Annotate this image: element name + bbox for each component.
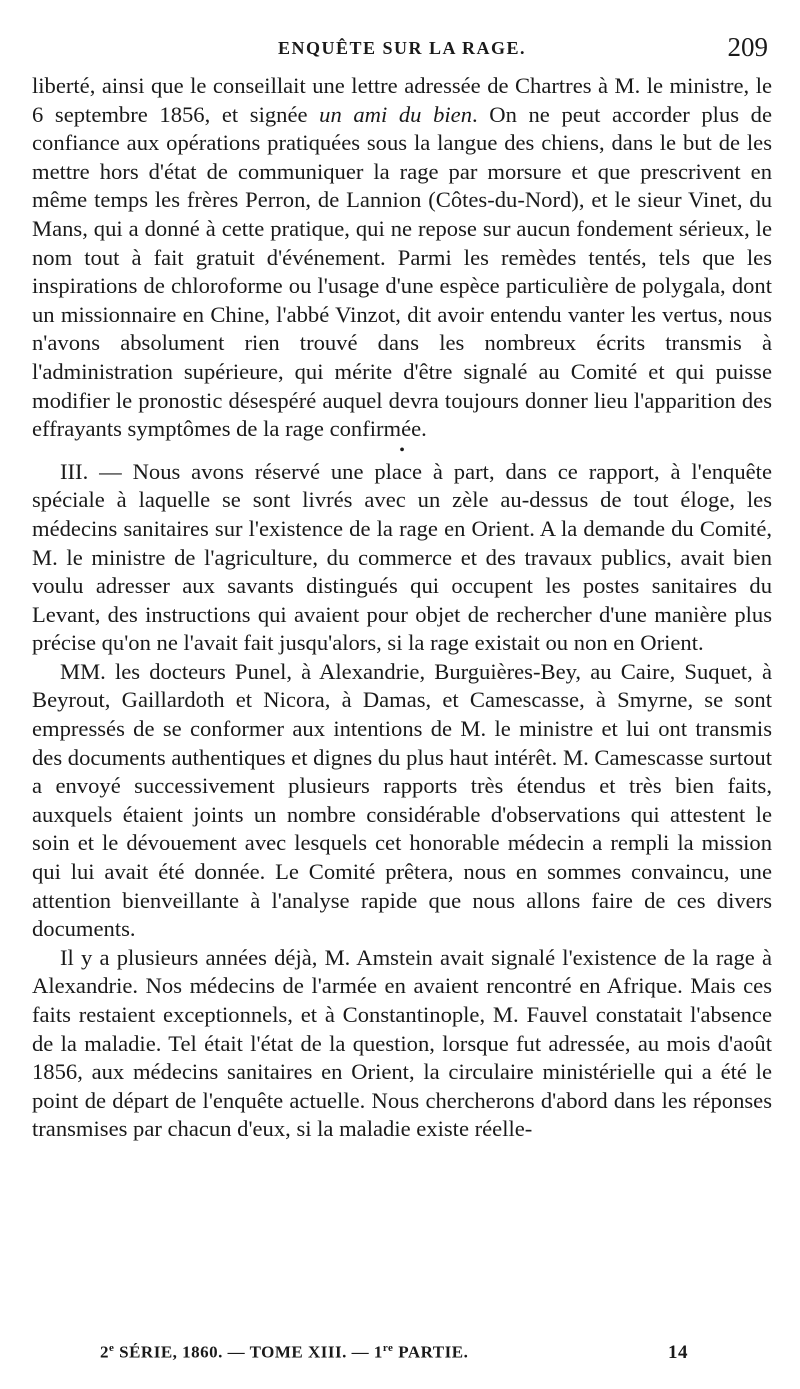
page-number: 209 bbox=[727, 32, 768, 62]
running-title: ENQUÊTE SUR LA RAGE. bbox=[277, 38, 527, 58]
section-divider: • bbox=[399, 441, 405, 459]
paragraph-text: liberté, ainsi que le conseillait une lettre adressée de Chartres à M. le ministre, le 6 septembre 1856, et signée bbox=[32, 73, 772, 127]
series-signature: 2e SÉRIE, 1860. — TOME XIII. — 1re PARTIE. bbox=[100, 1342, 469, 1362]
signature-number: 14 bbox=[668, 1342, 688, 1363]
paragraph: Il y a plusieurs années déjà, M. Amstein avait signalé l'existence de la rage à Alexandrie. Nos médecins de l'armée en avaient rencontré en Afrique. Mais ces faits restaient exceptionnels, et à Constantinople, M. Fauvel constatait l'absence de la maladie. Tel était l'état de la question, lorsque fut adressée, au mois d'août 1856, aux médecins sanitaires en Orient, la circulaire ministérielle qui a été le point de départ de l'enquête actuelle. Nous chercherons d'abord dans les réponses transmises par chacun d'eux, si la maladie existe réelle- bbox=[32, 944, 772, 1142]
page-header bbox=[32, 30, 772, 70]
paragraph-section-three: III. — Nous avons réservé une place à part, dans ce rapport, à l'enquête spéciale à laquelle se sont livrés avec un zèle au-dessus de tout éloge, les médecins sanitaires sur l'existence de la rage en Orient. A la demande du Comité, M. le ministre de l'agriculture, du commerce et des travaux publics, avait bien voulu adresser aux savants distingués qui occupent les postes sanitaires du Levant, des instructions qui avaient pour objet de rechercher d'une manière plus précise qu'on ne l'avait fait jusqu'alors, si la rage existait ou non en Orient. bbox=[32, 458, 772, 656]
emphasized-text: un ami du bien bbox=[319, 101, 472, 127]
paragraph: MM. les docteurs Punel, à Alexandrie, Burguières-Bey, au Caire, Suquet, à Beyrout, Gaillardoth et Nicora, à Damas, et Camescasse, à Smyrne, se sont empressés de se conformer aux intentions de M. le ministre et lui ont transmis des documents authentiques et dignes du plus haut intérêt. M. Camescasse surtout a envoyé successivement plusieurs rapports très étendus et très bien faits, auxquels étaient joints un nombre considérable d'observations qui attestent le soin et le dévouement avec lesquels cet honorable médecin a rempli la mission qui lui avait été donnée. Le Comité prêtera, nous en sommes convaincu, une attention bienveillante à l'analyse rapide que nous allons faire de ces divers documents. bbox=[32, 658, 772, 942]
paragraph-text: . On ne peut accorder plus de confiance aux opérations pratiquées sous la langue des chiens, dans le but de les mettre hors d'état de communiquer la rage par morsure et que prescrivent en même temps les frères Perron, de Lannion (Côtes-du-Nord), et le sieur Vinet, du Mans, qui a donné à cette pratique, qui ne repose sur aucun fondement sérieux, le nom tout à fait gratuit d'événement. Parmi les remèdes tentés, tels que les inspirations de chloroforme ou l'usage d'une espèce particulière de polygala, dont un missionnaire en Chine, l'abbé Vinzot, dit avoir entendu vanter les vertus, nous n'avons absolument rien trouvé dans les nombreux écrits transmis à l'administration supérieure, qui mérite d'être signalé au Comité et qui puisse modifier le pronostic désespéré auquel devra toujours donner lieu l'apparition des effrayants symptômes de la rage confirmée. bbox=[32, 101, 772, 442]
body-text bbox=[32, 72, 772, 1144]
paragraph-continuation bbox=[32, 72, 772, 444]
book-page bbox=[32, 30, 772, 1370]
